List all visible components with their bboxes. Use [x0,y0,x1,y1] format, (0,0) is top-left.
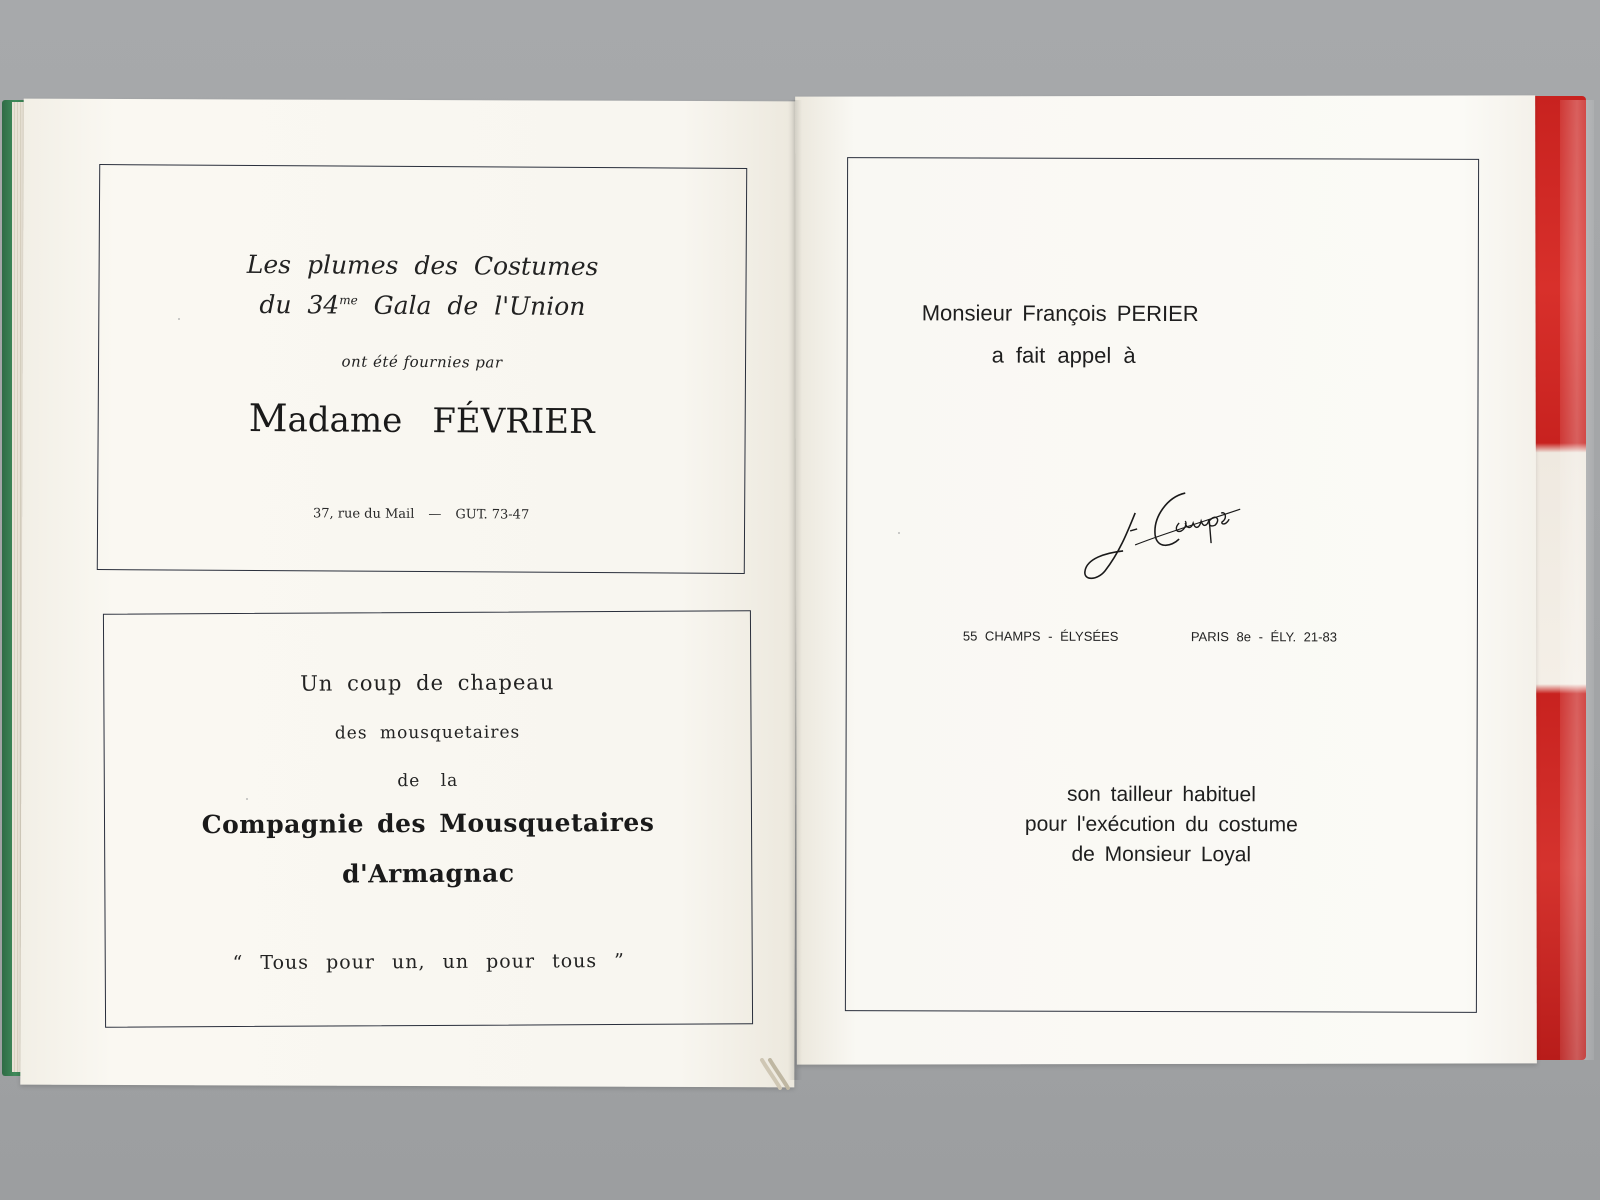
plastic-sleeve [1560,100,1594,1060]
address: 37, rue du Mail [312,506,415,522]
ad-plumes-line3: ont été fournies par [341,352,503,372]
surname: FÉVRIER [432,401,595,443]
ad-mousq-line1: Un coup de chapeau [300,670,555,696]
book-gutter [788,100,802,1080]
ad-camps-tailleur [845,157,1479,1013]
ad-camps-closing3: de Monsieur Loyal [1071,842,1252,867]
ad-mousq-line3: de la [397,770,459,792]
camps-signature-logo [1075,483,1245,593]
ad-mousq-motto: “ Tous pour un, un pour tous ” [232,949,625,975]
paper-speck [178,318,180,320]
phone: GUT. 73-47 [455,507,530,523]
ad-camps-closing2: pour l'exécution du costume [1024,812,1298,837]
ad-plumes-contact [98,505,744,524]
line2-pre: du 34 [259,290,340,320]
ad-mousquetaires [103,610,753,1027]
ad-plumes-line2 [99,289,745,322]
ad-camps-line1: Monsieur François PERIER [921,300,1199,327]
ad-camps-address-right: PARIS 8e - ÉLY. 21-83 [1190,629,1337,645]
ad-mousq-company: Compagnie des Mousquetaires [201,807,655,840]
contact-dash: — [428,507,442,523]
line2-sup: me [339,293,358,308]
ad-camps-closing1: son tailleur habituel [1066,782,1256,807]
ad-camps-address-left: 55 CHAMPS - ÉLYSÉES [962,628,1119,644]
ad-plumes-fevrier [97,164,747,574]
name-rest: adame [287,400,403,441]
ad-plumes-line1: Les plumes des Costumes [246,249,599,282]
bookmark-ribbon [758,1058,808,1090]
paper-speck [898,532,900,534]
ad-plumes-name [99,395,745,443]
name-first-letter: M [248,395,288,441]
line2-post: Gala de l'Union [357,290,586,321]
ad-mousq-region: d'Armagnac [341,858,515,889]
paper-speck [246,798,248,800]
ad-camps-line2: a fait appel à [991,342,1136,368]
ad-mousq-line2: des mousquetaires [334,722,521,744]
